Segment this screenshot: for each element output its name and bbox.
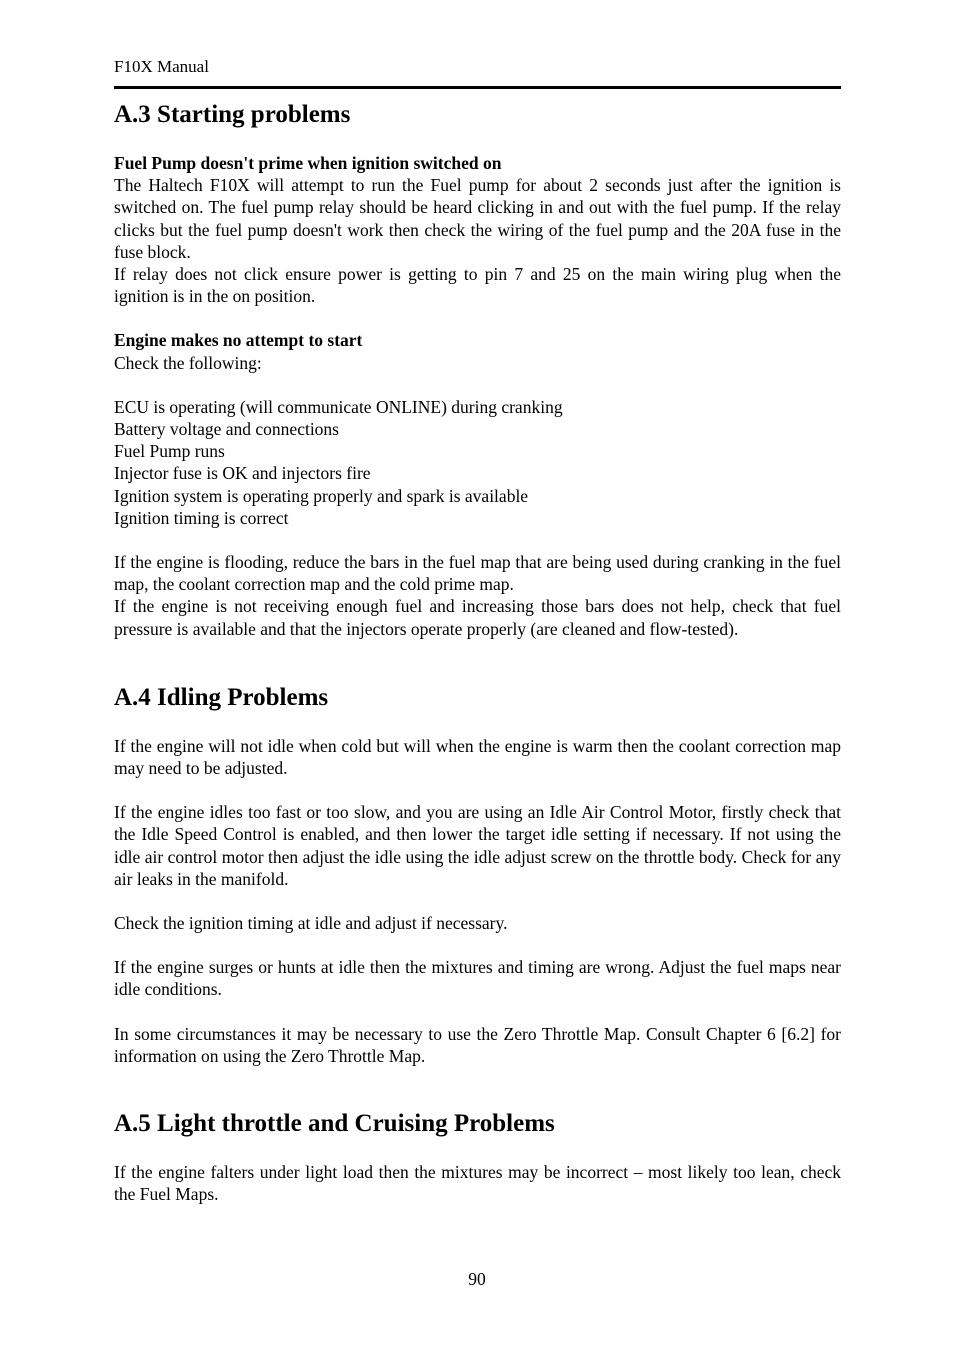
- subheading-no-start: Engine makes no attempt to start: [114, 330, 363, 351]
- subheading-fuel-pump: Fuel Pump doesn't prime when ignition switched on: [114, 153, 502, 173]
- manual-page: [114, 56, 841, 1206]
- paragraph-fuel-pump-1: The Haltech F10X will attempt to run the Fuel pump for about 2 seconds just after the ignition is switched on. The fuel pump relay should be heard clicking in and out with the fuel pump. If the relay clicks but the fuel pump doesn't work then check the wiring of the fuel pump and the 20A fuse in the fuse block.: [114, 175, 841, 262]
- paragraph-cruise-1: If the engine falters under light load then the mixtures may be incorrect – most likely too lean, check the Fuel Maps.: [114, 1162, 841, 1205]
- section-heading-a5: A.5 Light throttle and Cruising Problems: [114, 1110, 555, 1138]
- page-number: 90: [468, 1269, 486, 1289]
- header-rule: [114, 86, 841, 89]
- paragraph-check-intro: Check the following:: [114, 352, 262, 373]
- section-heading-a4: A.4 Idling Problems: [114, 683, 329, 711]
- paragraph-fuel-pump-2: If relay does not click ensure power is getting to pin 7 and 25 on the main wiring plug when the ignition is in the on position.: [114, 264, 841, 307]
- list-item: Fuel Pump runs: [114, 441, 225, 462]
- list-item: Injector fuse is OK and injectors fire: [114, 463, 371, 484]
- paragraph-idle-1: If the engine will not idle when cold but will when the engine is warm then the coolant correction map may need to be adjusted.: [114, 735, 841, 779]
- list-item: ECU is operating (will communicate ONLINE) during cranking: [114, 396, 563, 417]
- paragraph-idle-2: If the engine idles too fast or too slow, and you are using an Idle Air Control Motor, firstly check that the Idle Speed Control is enabled, and then lower the target idle setting if necessary. If not using the idle air control motor then adjust the idle using the idle adjust screw on the throttle body. Check for any air leaks in the manifold.: [114, 802, 841, 889]
- paragraph-fuel-pressure: If the engine is not receiving enough fuel and increasing those bars does not help, check that fuel pressure is available and that the injectors operate properly (are cleaned and flow-tested).: [114, 596, 841, 639]
- paragraph-flooding: If the engine is flooding, reduce the bars in the fuel map that are being used during cranking in the fuel map, the coolant correction map and the cold prime map.: [114, 552, 841, 595]
- section-heading-a3: A.3 Starting problems: [114, 101, 351, 128]
- paragraph-idle-4: If the engine surges or hunts at idle then the mixtures and timing are wrong. Adjust the fuel maps near idle conditions.: [114, 957, 841, 1000]
- list-item: Battery voltage and connections: [114, 419, 339, 440]
- list-item: Ignition system is operating properly and spark is available: [114, 485, 529, 506]
- check-list: [114, 396, 841, 529]
- paragraph-idle-5: In some circumstances it may be necessary to use the Zero Throttle Map. Consult Chapter 6 [6.2] for information on using the Zero Throttle Map.: [114, 1023, 841, 1066]
- paragraph-idle-3: Check the ignition timing at idle and adjust if necessary.: [114, 913, 508, 934]
- list-item: Ignition timing is correct: [114, 507, 289, 528]
- running-header: F10X Manual: [114, 57, 209, 76]
